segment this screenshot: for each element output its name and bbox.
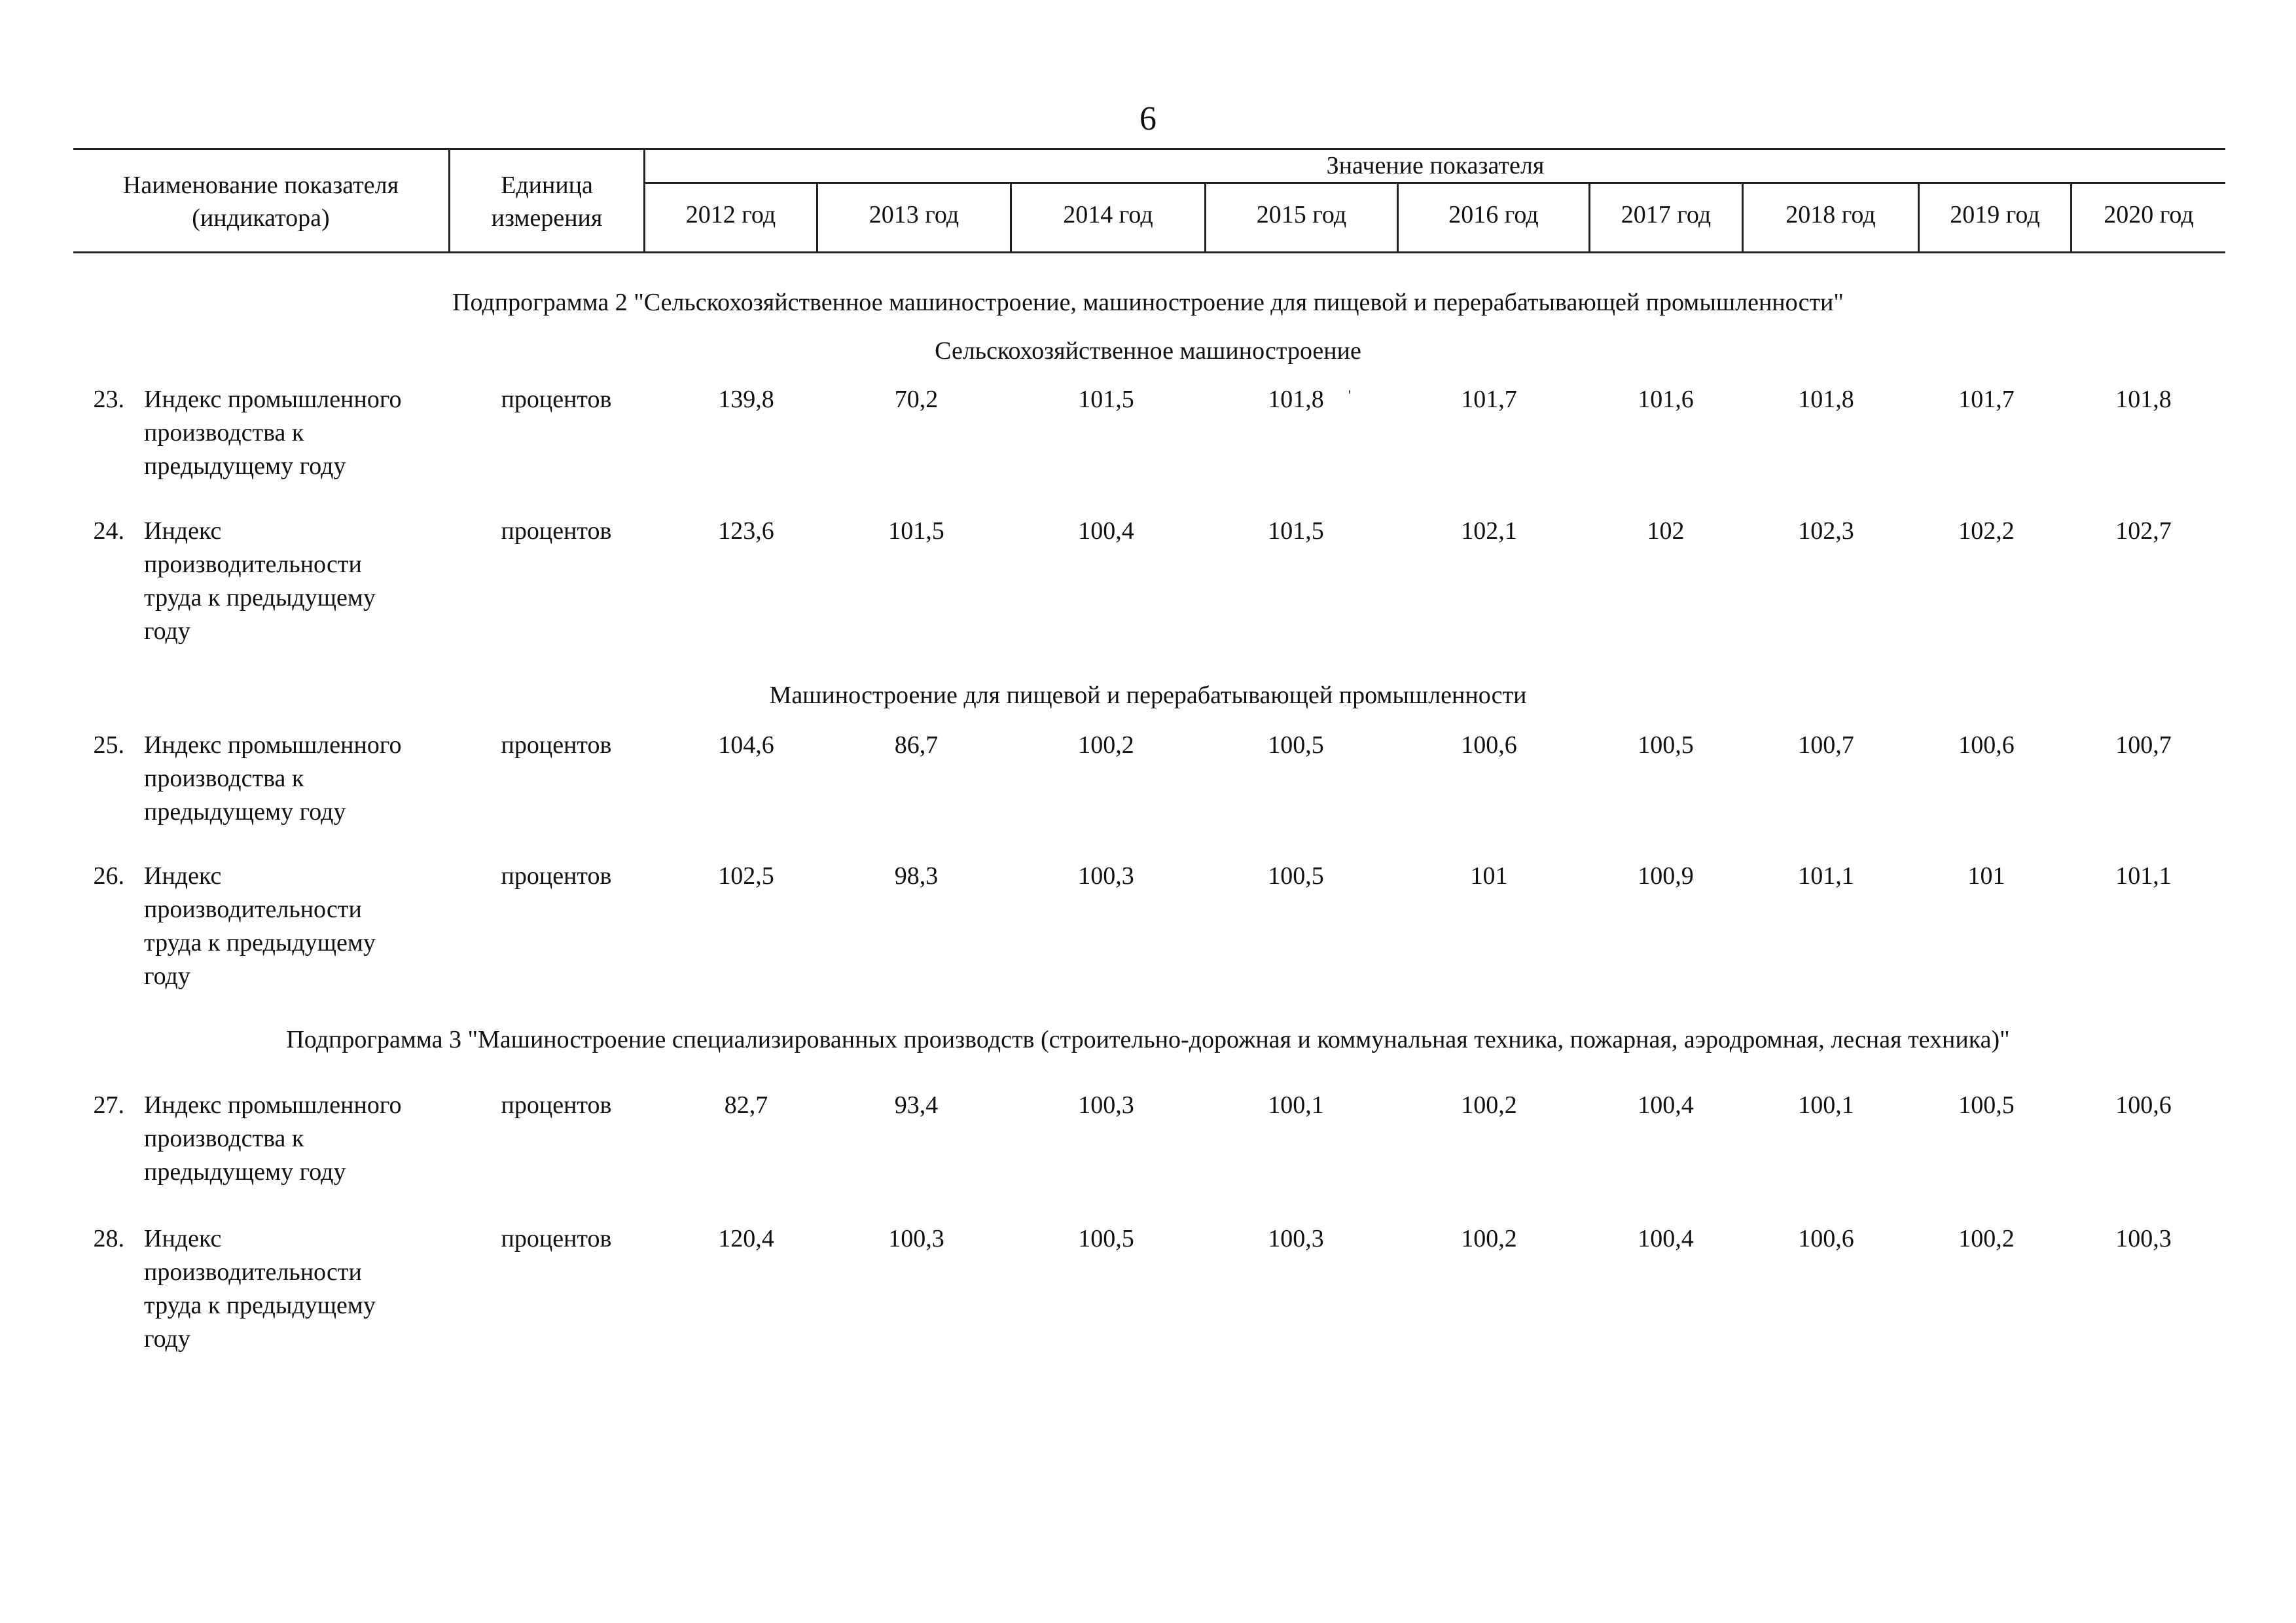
value-2016: 100,2 (1461, 1091, 1517, 1119)
value-2018: 102,3 (1798, 517, 1854, 545)
section-title-subprogram-2: Подпрограмма 2 "Сельскохозяйственное машиностроение, машиностроение для пищевой и перерабатывающей промышленности" (452, 289, 1844, 316)
row-number: 26. (93, 862, 124, 890)
value-2020: 100,3 (2115, 1225, 2172, 1252)
value-2018: 101,1 (1798, 862, 1854, 890)
value-2016: 100,6 (1461, 731, 1517, 759)
value-2018: 100,6 (1798, 1225, 1854, 1252)
value-2014: 101,5 (1078, 386, 1134, 413)
header-year-2020: 2020 год (2104, 201, 2194, 228)
value-2012: 104,6 (718, 731, 774, 759)
value-2013: 98,3 (894, 862, 939, 890)
value-2019: 100,2 (1958, 1225, 2015, 1252)
header-year-2015: 2015 год (1256, 201, 1347, 228)
indicator-name: Индекс производительности труда к предыдущему году (144, 517, 376, 645)
value-2013: 86,7 (894, 731, 939, 759)
header-year-2019: 2019 год (1950, 201, 2040, 228)
value-2012: 102,5 (718, 862, 774, 890)
value-2015: 101,5 (1268, 517, 1324, 545)
value-2014: 100,5 (1078, 1225, 1134, 1252)
header-bottom-rule (73, 251, 2225, 253)
value-2013: 70,2 (894, 386, 939, 413)
value-2018: 101,8 (1798, 386, 1854, 413)
value-2015: 101,8 (1268, 386, 1324, 413)
value-2013: 101,5 (888, 517, 944, 545)
value-2020: 100,7 (2115, 731, 2172, 759)
row-number: 23. (93, 386, 124, 413)
row-number: 24. (93, 517, 124, 545)
section-title-food-processing: Машиностроение для пищевой и перерабатывающей промышленности (769, 682, 1527, 709)
value-2016: 101 (1470, 862, 1508, 890)
value-2013: 93,4 (894, 1091, 939, 1119)
header-name-column: Наименование показателя (индикатора) (122, 172, 399, 232)
header-year-2016: 2016 год (1448, 201, 1539, 228)
page-number: 6 (1139, 100, 1157, 137)
stray-mark: ' (1348, 387, 1351, 403)
unit-cell: процентов (501, 1091, 612, 1119)
unit-cell: процентов (501, 1225, 612, 1252)
value-2017: 100,5 (1638, 731, 1694, 759)
value-2014: 100,3 (1078, 862, 1134, 890)
value-2017: 102 (1647, 517, 1685, 545)
value-2019: 101,7 (1958, 386, 2015, 413)
value-2014: 100,2 (1078, 731, 1134, 759)
value-2014: 100,3 (1078, 1091, 1134, 1119)
value-2015: 100,5 (1268, 731, 1324, 759)
value-2012: 123,6 (718, 517, 774, 545)
header-year-2018: 2018 год (1785, 201, 1876, 228)
value-2015: 100,5 (1268, 862, 1324, 890)
value-2016: 102,1 (1461, 517, 1517, 545)
row-number: 27. (93, 1091, 124, 1119)
header-year-2012: 2012 год (685, 201, 776, 228)
value-2020: 101,1 (2115, 862, 2172, 890)
value-2017: 100,4 (1638, 1225, 1694, 1252)
indicator-name: Индекс производительности труда к предыдущему году (144, 862, 376, 990)
value-2018: 100,7 (1798, 731, 1854, 759)
value-2016: 101,7 (1461, 386, 1517, 413)
value-2019: 100,5 (1958, 1091, 2015, 1119)
unit-cell: процентов (501, 517, 612, 545)
value-2016: 100,2 (1461, 1225, 1517, 1252)
header-year-2014: 2014 год (1063, 201, 1153, 228)
table-header (0, 0, 2296, 262)
value-2015: 100,3 (1268, 1225, 1324, 1252)
value-2020: 102,7 (2115, 517, 2172, 545)
value-2015: 100,1 (1268, 1091, 1324, 1119)
value-2019: 102,2 (1958, 517, 2015, 545)
indicator-name: Индекс промышленного производства к предыдущему году (144, 386, 402, 480)
value-2017: 100,9 (1638, 862, 1694, 890)
section-title-agricultural: Сельскохозяйственное машиностроение (935, 337, 1361, 365)
row-number: 28. (93, 1225, 124, 1252)
value-2019: 100,6 (1958, 731, 2015, 759)
value-2020: 100,6 (2115, 1091, 2172, 1119)
header-unit-column: Единица измерения (491, 172, 603, 232)
header-year-2017: 2017 год (1621, 201, 1712, 228)
header-year-2013: 2013 год (869, 201, 960, 228)
indicator-name: Индекс промышленного производства к предыдущему году (144, 1091, 402, 1186)
value-2014: 100,4 (1078, 517, 1134, 545)
value-2018: 100,1 (1798, 1091, 1854, 1119)
row-number: 25. (93, 731, 124, 759)
value-2012: 82,7 (724, 1091, 768, 1119)
value-2012: 120,4 (718, 1225, 774, 1252)
unit-cell: процентов (501, 386, 612, 413)
year-group-rule (645, 182, 2225, 184)
value-2013: 100,3 (888, 1225, 944, 1252)
indicator-name: Индекс промышленного производства к предыдущему году (144, 731, 402, 826)
value-2017: 101,6 (1638, 386, 1694, 413)
header-value-group: Значение показателя (1326, 152, 1545, 179)
unit-cell: процентов (501, 862, 612, 890)
value-2020: 101,8 (2115, 386, 2172, 413)
value-2019: 101 (1967, 862, 2005, 890)
value-2017: 100,4 (1638, 1091, 1694, 1119)
value-2012: 139,8 (718, 386, 774, 413)
unit-cell: процентов (501, 731, 612, 759)
section-title-subprogram-3: Подпрограмма 3 "Машиностроение специализированных производств (строительно-дорожная и коммунальная техника, пожарная, аэродромная, лесная техника)" (286, 1026, 2010, 1053)
indicator-name: Индекс производительности труда к предыдущему году (144, 1225, 376, 1353)
